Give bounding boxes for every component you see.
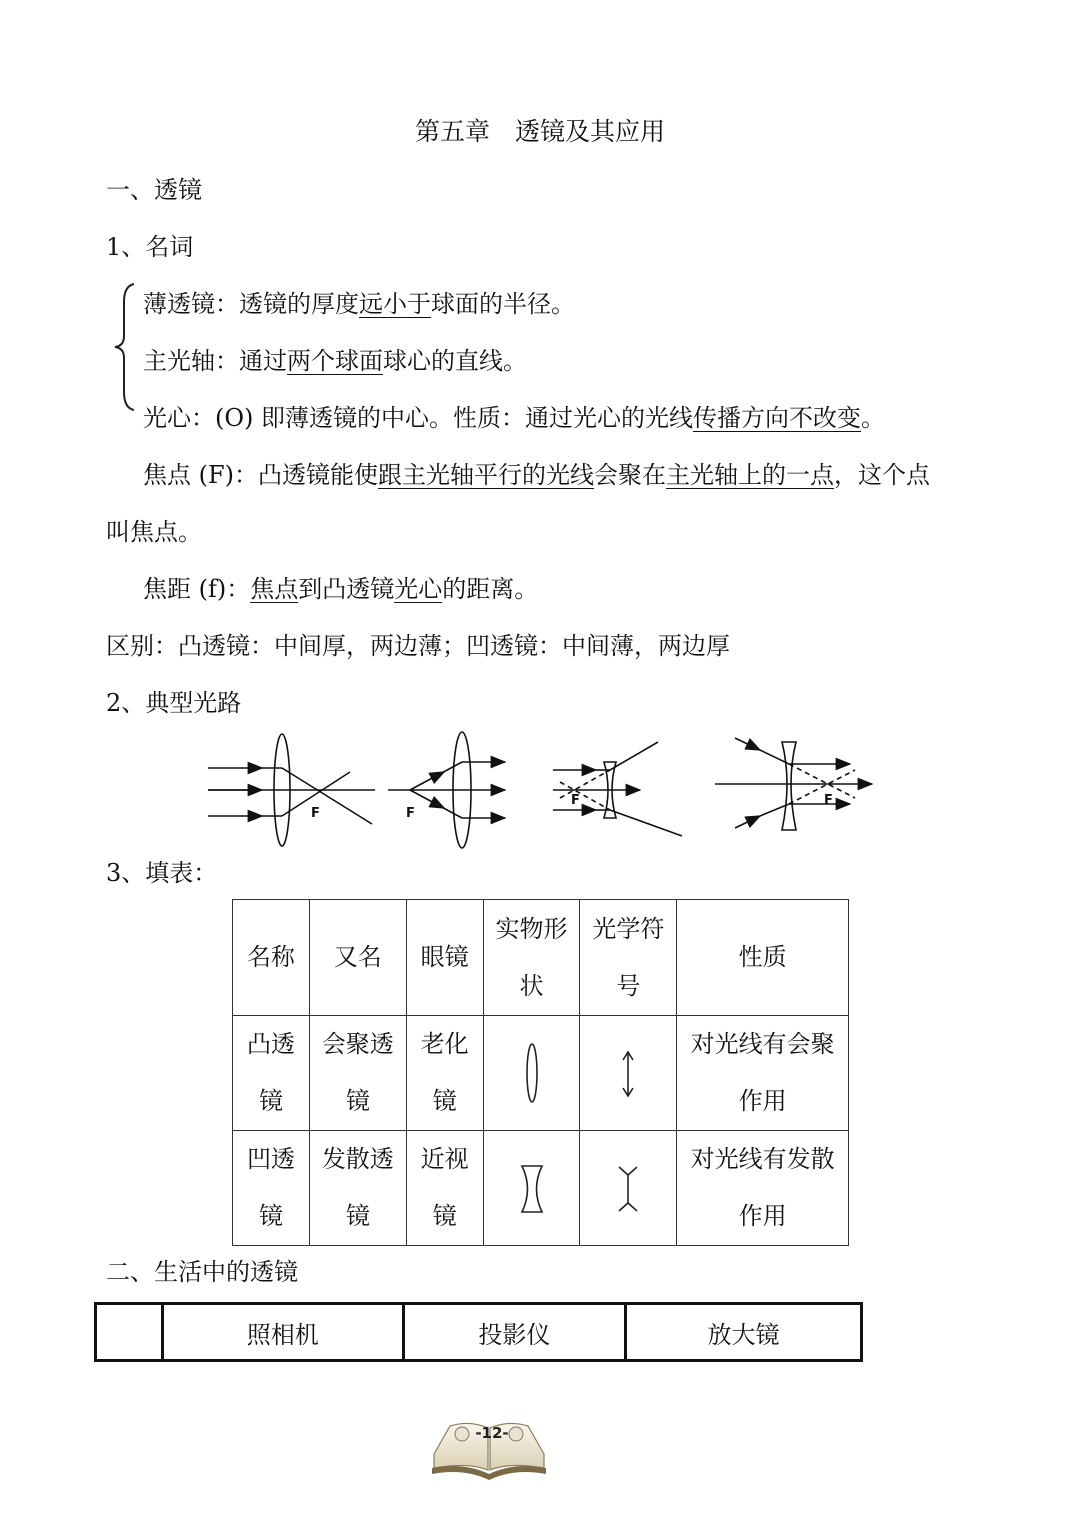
cell-glasses: 老化 镜	[406, 1016, 483, 1131]
header-magnifier: 放大镜	[625, 1304, 861, 1361]
diagram-concave-parallel	[715, 738, 872, 830]
applications-table	[94, 1302, 863, 1362]
page-number: -12-	[475, 1424, 509, 1442]
cell-glasses: 近视 镜	[406, 1131, 483, 1246]
term-focus: 焦点 (F)：凸透镜能使跟主光轴平行的光线会聚在主光轴上的一点，这个点	[143, 461, 931, 489]
cell-symbol	[580, 1131, 677, 1246]
header-symbol: 光学符 号	[580, 900, 677, 1016]
table-header-row	[96, 1304, 862, 1361]
table-header-row	[233, 900, 849, 1016]
header-empty	[96, 1304, 163, 1361]
subheading-light-paths: 2、典型光路	[106, 689, 242, 717]
term-focal-length: 焦距 (f)：焦点到凸透镜光心的距离。	[143, 575, 539, 603]
inverted-arrow-icon	[616, 1165, 640, 1213]
difference-text: 区别：凸透镜：中间厚，两边薄；凹透镜：中间薄，两边厚	[106, 632, 730, 660]
header-shape: 实物形 状	[483, 900, 580, 1016]
table-row	[233, 1131, 849, 1246]
diagram-convex-parallel	[388, 732, 505, 848]
concave-lens-icon	[519, 1162, 545, 1216]
section-heading-lens: 一、透镜	[106, 176, 202, 204]
double-arrow-icon	[618, 1049, 638, 1099]
cell-symbol	[580, 1016, 677, 1131]
cell-alias: 发散透 镜	[309, 1131, 406, 1246]
term-optical-center: 光心：(O) 即薄透镜的中心。性质：通过光心的光线传播方向不改变。	[143, 404, 886, 432]
convex-lens-icon	[522, 1041, 542, 1105]
header-property: 性质	[677, 900, 849, 1016]
diagram-concave-diverging	[553, 742, 682, 836]
cell-alias: 会聚透 镜	[309, 1016, 406, 1131]
term-main-axis: 主光轴：通过两个球面球心的直线。	[143, 347, 527, 375]
focus-label: F	[824, 793, 833, 808]
diagram-convex-converging	[208, 734, 375, 846]
page-title: 第五章 透镜及其应用	[414, 117, 665, 146]
cell-shape	[483, 1016, 580, 1131]
table-row	[233, 1016, 849, 1131]
subheading-fill-table: 3、填表：	[106, 859, 218, 887]
focus-label: F	[311, 806, 320, 821]
lens-table	[232, 899, 849, 1246]
term-focus-continued: 叫焦点。	[106, 518, 202, 546]
header-name: 名称	[233, 900, 310, 1016]
cell-name: 凸透 镜	[233, 1016, 310, 1131]
cell-property: 对光线有会聚 作用	[677, 1016, 849, 1131]
header-alias: 又名	[309, 900, 406, 1016]
cell-property: 对光线有发散 作用	[677, 1131, 849, 1246]
curly-brace	[112, 282, 138, 412]
header-glasses: 眼镜	[406, 900, 483, 1016]
header-camera: 照相机	[162, 1304, 403, 1361]
header-projector: 投影仪	[403, 1304, 625, 1361]
open-book-icon	[428, 1410, 550, 1482]
cell-name: 凹透 镜	[233, 1131, 310, 1246]
section-heading-life-lens: 二、生活中的透镜	[106, 1258, 298, 1286]
ray-diagrams	[0, 720, 1080, 850]
cell-shape	[483, 1131, 580, 1246]
focus-label: F	[571, 793, 580, 808]
subheading-terms: 1、名词	[106, 233, 194, 261]
term-thin-lens: 薄透镜：透镜的厚度远小于球面的半径。	[143, 290, 575, 318]
focus-label: F	[406, 806, 415, 821]
